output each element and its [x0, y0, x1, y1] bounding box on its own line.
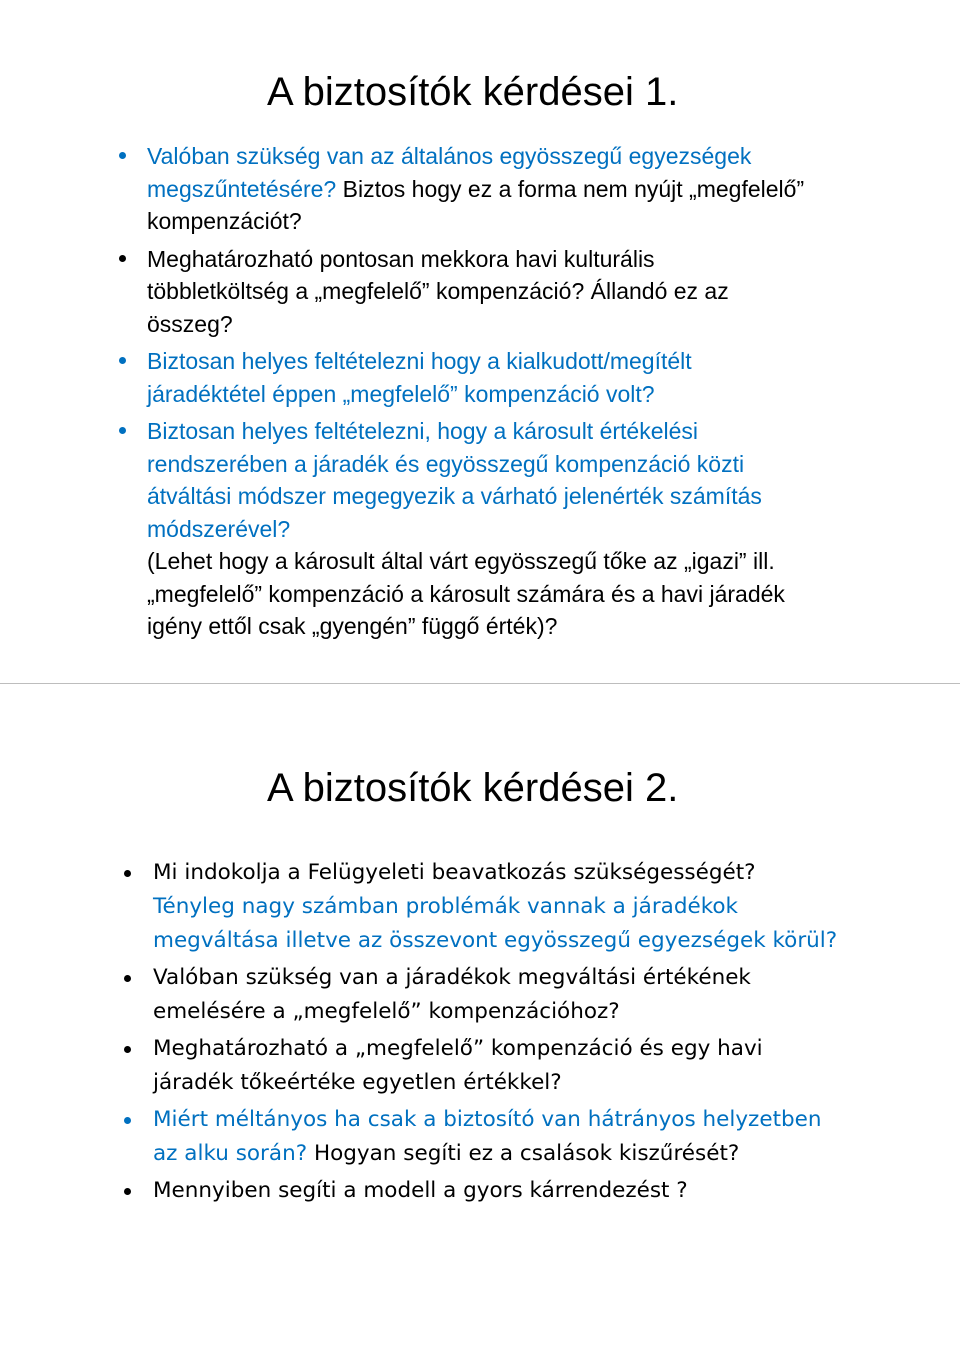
- bullet-item: [147, 140, 847, 238]
- bullet-item: [153, 1174, 853, 1208]
- bullet-line: [153, 995, 853, 1029]
- bullet-item: [153, 1103, 853, 1171]
- bullet-text: Miért méltányos ha csak a biztosító van hátrányos helyzetben: [153, 1107, 822, 1132]
- bullet-line: [153, 1137, 853, 1171]
- bullet-dot-icon: [124, 1188, 131, 1195]
- bullet-line: [153, 924, 853, 958]
- bullet-line: [153, 1032, 853, 1066]
- bullet-line: [147, 173, 847, 206]
- bullet-text: Meghatározható a „megfelelő” kompenzáció és egy havi: [153, 1036, 763, 1061]
- bullet-line: [147, 545, 847, 578]
- bullet-text: rendszerében a járadék és egyösszegű kompenzáció közti: [147, 450, 745, 477]
- bullet-line: [153, 856, 853, 890]
- bullet-line: [147, 308, 847, 341]
- bullet-text: járadék tőkeértéke egyetlen értékkel?: [153, 1070, 562, 1095]
- bullet-dot-icon: [124, 975, 131, 982]
- bullet-line: [147, 243, 847, 276]
- bullet-dot-icon: [124, 1117, 131, 1124]
- bullet-dot-icon: [124, 870, 131, 877]
- bullet-line: [147, 513, 847, 546]
- bullet-dot-icon: [124, 1046, 131, 1053]
- bullet-text: átváltási módszer megegyezik a várható jelenérték számítás: [147, 483, 762, 509]
- bullet-item: [153, 961, 853, 1029]
- bullet-list: [153, 856, 853, 1211]
- bullet-line: [147, 610, 847, 643]
- bullet-dot-icon: [119, 357, 126, 364]
- bullet-dot-icon: [119, 255, 126, 262]
- bullet-text: „megfelelő” kompenzáció a károsult számára és a havi járadék: [147, 580, 785, 607]
- bullet-text: Valóban szükség van az általános egyösszegű egyezségek: [147, 143, 752, 169]
- bullet-line: [147, 415, 847, 448]
- bullet-text: az alku során?: [153, 1141, 308, 1166]
- bullet-line: [147, 275, 847, 308]
- bullet-text: összeg?: [147, 310, 233, 337]
- bullet-line: [147, 345, 847, 378]
- bullet-item: [147, 415, 847, 643]
- bullet-text: Biztosan helyes feltételezni, hogy a károsult értékelési: [147, 418, 699, 444]
- bullet-text: Mennyiben segíti a modell a gyors kárrendezést ?: [153, 1178, 688, 1203]
- bullet-line: [153, 890, 853, 924]
- bullet-text: emelésére a „megfelelő” kompenzációhoz?: [153, 999, 620, 1024]
- bullet-line: [153, 1174, 853, 1208]
- bullet-text: Meghatározható pontosan mekkora havi kulturális: [147, 245, 655, 272]
- bullet-line: [147, 378, 847, 411]
- bullet-text: Tényleg nagy számban problémák vannak a járadékok: [153, 894, 739, 919]
- bullet-line: [147, 448, 847, 481]
- bullet-item: [147, 345, 847, 410]
- bullet-item: [153, 856, 853, 958]
- bullet-text: Biztos hogy ez a forma nem nyújt „megfelelő”: [336, 175, 805, 202]
- bullet-text: Valóban szükség van a járadékok megváltási értékének: [153, 965, 751, 990]
- bullet-line: [147, 140, 847, 173]
- bullet-text: megszűntetésére?: [147, 175, 337, 202]
- bullet-list: [147, 140, 847, 648]
- slide-title: A biztosítók kérdései 1.: [267, 70, 679, 114]
- bullet-text: Hogyan segíti ez a csalások kiszűrését?: [307, 1141, 740, 1166]
- bullet-text: járadéktétel éppen „megfelelő” kompenzáció volt?: [147, 380, 655, 407]
- bullet-text: módszerével?: [147, 515, 291, 542]
- slide-title: A biztosítók kérdései 2.: [267, 766, 679, 810]
- bullet-text: megváltása illetve az összevont egyösszegű egyezségek körül?: [153, 928, 838, 953]
- bullet-line: [153, 1066, 853, 1100]
- bullet-item: [147, 243, 847, 341]
- bullet-text: többletköltség a „megfelelő” kompenzáció? Állandó ez az: [147, 278, 729, 304]
- slide-2: [0, 684, 960, 1367]
- bullet-text: igény ettől csak „gyengén” függő érték)?: [147, 613, 558, 639]
- bullet-dot-icon: [119, 152, 126, 159]
- bullet-line: [153, 961, 853, 995]
- bullet-item: [153, 1032, 853, 1100]
- bullet-text: Mi indokolja a Felügyeleti beavatkozás szükségességét?: [153, 860, 756, 885]
- bullet-text: kompenzációt?: [147, 208, 302, 234]
- bullet-text: Biztosan helyes feltételezni hogy a kialkudott/megítélt: [147, 348, 692, 374]
- slide-1: [0, 0, 960, 683]
- bullet-line: [147, 480, 847, 513]
- bullet-line: [147, 578, 847, 611]
- bullet-line: [147, 205, 847, 238]
- bullet-text: (Lehet hogy a károsult által várt egyösszegű tőke az „igazi” ill.: [147, 548, 775, 574]
- bullet-line: [153, 1103, 853, 1137]
- bullet-dot-icon: [119, 427, 126, 434]
